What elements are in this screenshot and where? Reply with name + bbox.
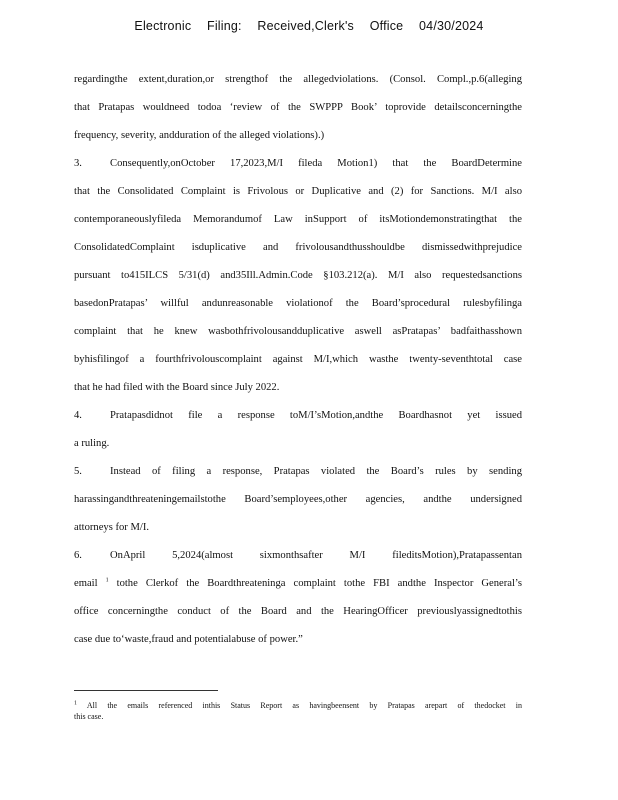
header-part: Electronic — [134, 19, 192, 33]
footnote-line: this case. — [74, 712, 104, 721]
text-line: Instead of filing a response, Pratapas violated the Board’s rules by sending — [110, 466, 522, 477]
text-line: case due to‘waste,fraud and potentialabuse of power.” — [74, 634, 303, 645]
header-part: 04/30/2024 — [419, 19, 484, 33]
text-line: frequency, severity, andduration of the alleged violations).) — [74, 130, 325, 141]
text-line: ConsolidatedComplaint isduplicative and frivolousandthusshouldbe dismissedwithprejudice — [74, 242, 522, 253]
text-line: harassingandthreateningemailstothe Board’semployees,other agencies, andthe undersigned — [74, 494, 522, 505]
text-line: Consequently,onOctober 17,2023,M/I fileda Motion1) that the BoardDetermine — [110, 158, 522, 169]
text-line: pursuant to415ILCS 5/31(d) and35Ill.Admin.Code §103.212(a). M/I also requestedsanctions — [74, 270, 522, 281]
document-body — [74, 66, 522, 654]
paragraph-3-first-line — [74, 150, 522, 178]
text-line: that the Consolidated Complaint is Frivolous or Duplicative and (2) for Sanctions. M/I also — [74, 186, 522, 197]
text-line: tothe Clerkof the Boardthreateninga complaint tothe FBI andthe Inspector General’s — [116, 578, 522, 589]
text-line: a ruling. — [74, 438, 110, 449]
text-line: office concerningthe conduct of the Board and the HearingOfficer previouslyassignedtothis — [74, 606, 522, 617]
footnote-number: 1 — [74, 700, 77, 707]
paragraph-6-first-line — [74, 542, 522, 570]
paragraph-number: 3. — [74, 158, 82, 169]
header-part: Received,Clerk's — [257, 19, 355, 33]
text-line: contemporaneouslyfileda Memorandumof Law inSupport of itsMotiondemonstratingthat the — [74, 214, 522, 225]
paragraph-4-first-line — [74, 402, 522, 430]
electronic-filing-header — [0, 19, 618, 33]
footnote-marker[interactable]: 1 — [105, 577, 109, 584]
text-line: email — [74, 578, 98, 589]
paragraph-number: 5. — [74, 466, 82, 477]
header-part: Office — [369, 19, 404, 33]
text-line: byhisfilingof a fourthfrivolouscomplaint against M/I,which wasthe twenty-seventhtotal case — [74, 354, 522, 365]
text-line: that he had filed with the Board since July 2022. — [74, 382, 280, 393]
text-line: regardingthe extent,duration,or strengthof the allegedviolations. (Consol. Compl.,p.6(alleging — [74, 74, 522, 85]
footnote — [74, 700, 522, 722]
header-part: Filing: — [206, 19, 242, 33]
text-line: complaint that he knew wasbothfrivolousandduplicative aswell asPratapas’ badfaithasshown — [74, 326, 522, 337]
footnote-line — [74, 700, 522, 711]
text-line: attorneys for M/I. — [74, 522, 150, 533]
footnote-divider — [74, 690, 218, 691]
footnote-reference-line — [74, 570, 522, 598]
text-line: that Pratapas wouldneed todoa ‘review of the SWPPP Book’ toprovide detailsconcerningthe — [74, 102, 522, 113]
paragraph-number: 6. — [74, 550, 82, 561]
text-line: Pratapasdidnot file a response toM/I’sMotion,andthe Boardhasnot yet issued — [110, 410, 522, 421]
text-line: OnApril 5,2024(almost sixmonthsafter M/I fileditsMotion),Pratapassentan — [110, 550, 522, 561]
text-line: basedonPratapas’ willful andunreasonable violationof the Board’sprocedural rulesbyfilinga — [74, 298, 522, 309]
footnote-text: All the emails referenced inthis Status Report as havingbeensent by Pratapas arepart of thedocket in — [86, 701, 522, 710]
paragraph-number: 4. — [74, 410, 82, 421]
paragraph-5-first-line — [74, 458, 522, 486]
